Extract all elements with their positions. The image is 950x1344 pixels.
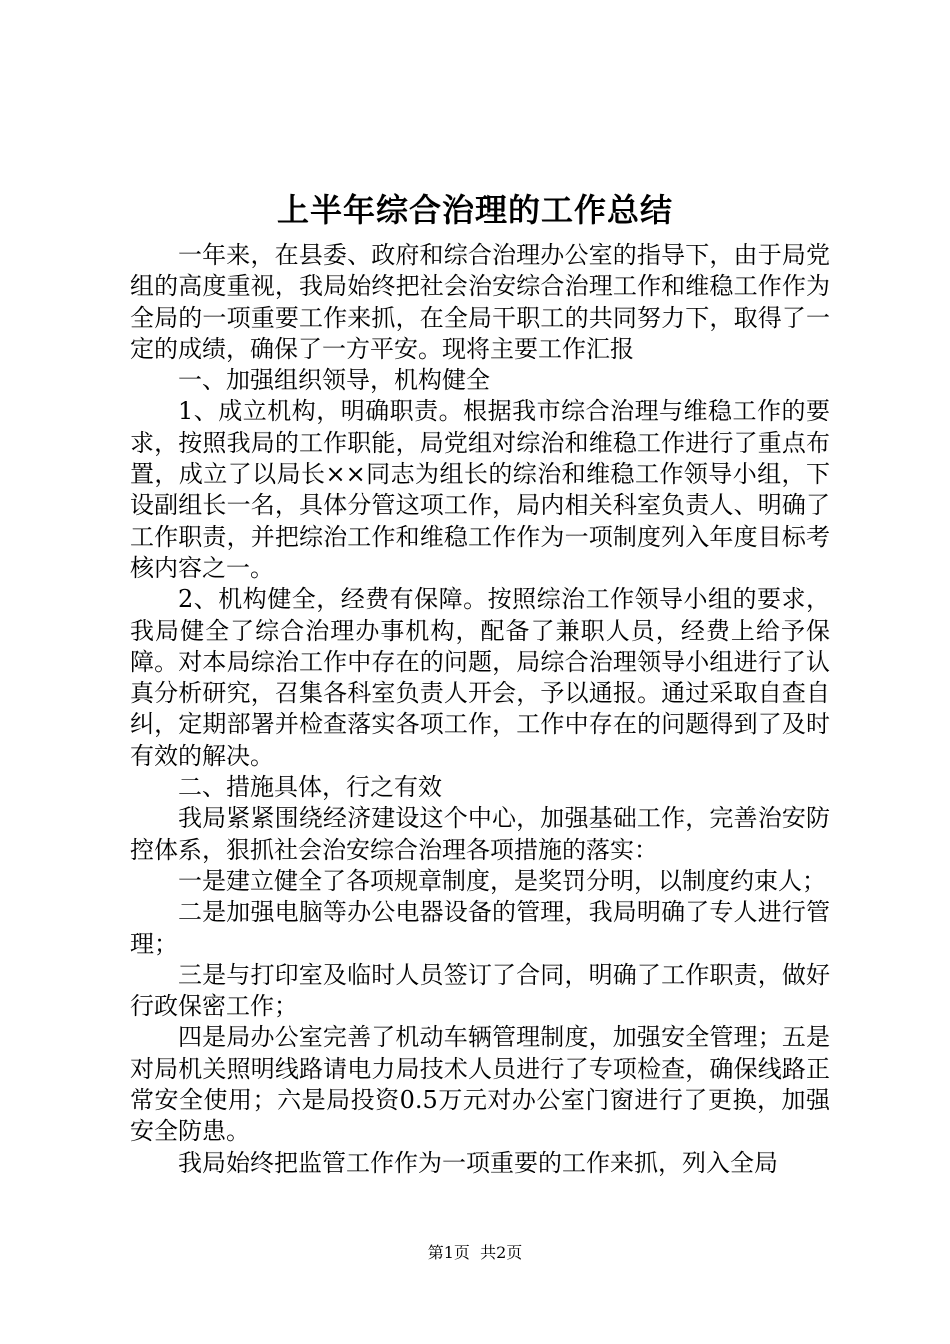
page-number: 第1页 xyxy=(427,1243,470,1262)
paragraph-supervision: 我局始终把监管工作作为一项重要的工作来抓，列入全局 xyxy=(178,1148,778,1177)
section-heading-2: 二、措施具体，行之有效 xyxy=(178,773,442,802)
document-body xyxy=(130,240,830,1179)
paragraph-item-2: 2、机构健全，经费有保障。按照综治工作领导小组的要求，我局健全了综合治理办事机构，配备了兼职人员，经费上给予保障。对本局综治工作中存在的问题，局综合治理领导小组进行了认真分析研究，召集各科室负责人开会，予以通报。通过采取自查自纠，定期部署并检查落实各项工作，工作中存在的问题得到了及时有效的解决。 xyxy=(130,585,830,770)
paragraph-measure-1: 一是建立健全了各项规章制度，是奖罚分明，以制度约束人； xyxy=(178,866,826,895)
paragraph-item-1: 1、成立机构，明确职责。根据我市综合治理与维稳工作的要求，按照我局的工作职能，局党组对综治和维稳工作进行了重点布置，成立了以局长××同志为组长的综治和维稳工作领导小组，下设副组长一名，具体分管这项工作，局内相关科室负责人、明确了工作职责，并把综治工作和维稳工作作为一项制度列入年度目标考核内容之一。 xyxy=(130,397,830,582)
paragraph-measure-2: 二是加强电脑等办公电器设备的管理，我局明确了专人进行管理； xyxy=(130,898,830,958)
paragraph-measure-4-6: 四是局办公室完善了机动车辆管理制度，加强安全管理；五是对局机关照明线路请电力局技术人员进行了专项检查，确保线路正常安全使用；六是局投资0.5万元对办公室门窗进行了更换，加强安全防患。 xyxy=(130,1023,830,1146)
document-title: 上半年综合治理的工作总结 xyxy=(276,191,673,229)
paragraph-intro: 一年来，在县委、政府和综合治理办公室的指导下，由于局党组的高度重视，我局始终把社会治安综合治理工作和维稳工作作为全局的一项重要工作来抓，在全局干职工的共同努力下，取得了一定的成绩，确保了一方平安。现将主要工作汇报 xyxy=(130,241,830,363)
paragraph-measure-3: 三是与打印室及临时人员签订了合同，明确了工作职责，做好行政保密工作； xyxy=(130,960,830,1021)
page-total: 共2页 xyxy=(480,1243,523,1262)
page-footer xyxy=(0,1242,950,1264)
section-heading-1: 一、加强组织领导，机构健全 xyxy=(178,366,490,395)
paragraph-measures: 我局紧紧围绕经济建设这个中心，加强基础工作，完善治安防控体系，狠抓社会治安综合治理各项措施的落实： xyxy=(130,804,830,864)
